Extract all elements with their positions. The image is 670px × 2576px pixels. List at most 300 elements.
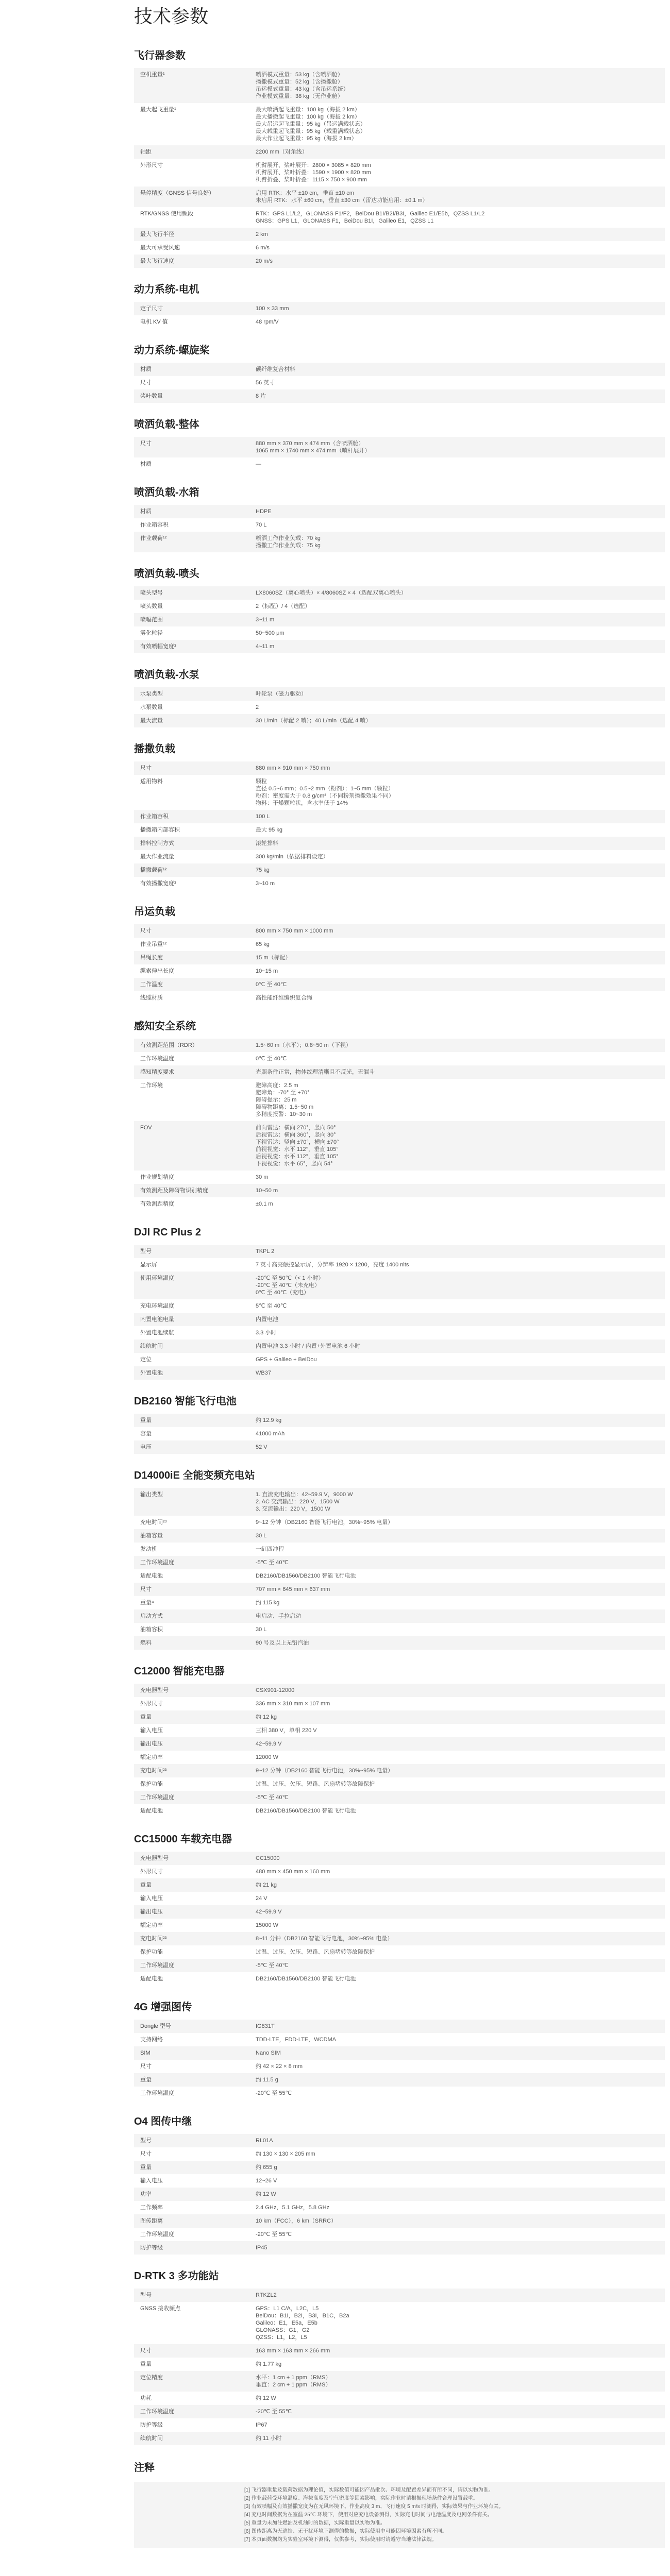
- spec-row: [134, 2174, 665, 2188]
- spec-value: 300 kg/min（依据排料设定）: [256, 854, 329, 860]
- spec-row: [134, 626, 665, 640]
- spec-key: 感知精度要求: [134, 1065, 249, 1079]
- spec-table: [134, 1684, 665, 1818]
- spec-row: [134, 978, 665, 991]
- spec-key: 定位: [140, 1357, 152, 1363]
- spec-row: [134, 938, 665, 951]
- spec-value: 6 m/s: [256, 245, 270, 251]
- spec-row: [134, 457, 665, 471]
- spec-row: [134, 1079, 665, 1121]
- section-title: DJI RC Plus 2: [134, 1227, 202, 1238]
- spec-value: 约 130 × 130 × 205 mm: [256, 2151, 315, 2157]
- spec-key: 作业载荷¹²: [134, 532, 249, 552]
- spec-row: [134, 207, 665, 228]
- spec-value: DB2160/DB1560/DB2100 智能飞行电池: [256, 1808, 356, 1814]
- spec-row: [134, 2302, 665, 2344]
- spec-value: —: [256, 461, 261, 467]
- spec-key: 重量: [134, 1710, 249, 1724]
- spec-key: 续航时间: [134, 1340, 249, 1353]
- spec-table: [134, 1852, 665, 1986]
- spec-value: 3.3 小时: [256, 1330, 277, 1336]
- spec-section: [134, 1468, 665, 1650]
- spec-row: [134, 1959, 665, 1972]
- spec-value: HDPE: [249, 505, 665, 518]
- spec-row: [134, 714, 665, 727]
- spec-row: [134, 1892, 665, 1905]
- page-title: 技术参数: [134, 6, 209, 27]
- spec-row: [134, 1583, 665, 1596]
- spec-row: [134, 2228, 665, 2241]
- spec-value: 70 L: [256, 522, 267, 528]
- spec-key: 工作环境温度: [134, 1791, 249, 1804]
- spec-value: IP45: [249, 2241, 665, 2255]
- section-title: 4G 增强图传: [134, 2002, 192, 2013]
- spec-value: -5℃ 至 40℃: [249, 1791, 665, 1804]
- spec-value: 高性能纤维编织复合绳: [256, 995, 312, 1001]
- spec-value: 内置电池: [249, 1313, 665, 1326]
- spec-value: 5℃ 至 40℃: [256, 1303, 287, 1309]
- spec-value: DB2160/DB1560/DB2100 智能飞行电池: [256, 1976, 356, 1982]
- spec-key: 输出电压: [134, 1905, 249, 1919]
- spec-value: 30 L: [256, 1626, 267, 1633]
- spec-key: 材质: [134, 505, 249, 518]
- spec-row: [134, 302, 665, 315]
- spec-row: [134, 761, 665, 775]
- spec-value: 约 1.77 kg: [256, 2361, 282, 2367]
- spec-key: 功率: [134, 2188, 249, 2201]
- spec-row: [134, 241, 665, 255]
- spec-key: 充电时间²³: [134, 1764, 249, 1777]
- spec-key: 保护功能: [140, 1949, 163, 1955]
- spec-value: 42~59.9 V: [249, 1905, 665, 1919]
- spec-row: [134, 1865, 665, 1878]
- note-item: [7] 本页面数据均为实验室环境下测得，仅供参考，实际使用时请遵守当地法律法规。: [244, 2537, 437, 2543]
- spec-value: 约 12 kg: [249, 1710, 665, 1724]
- spec-key: 输出电压: [134, 1737, 249, 1751]
- section-title: 喷洒负载-整体: [134, 419, 199, 430]
- spec-value: 480 mm × 450 mm × 160 mm: [256, 1869, 330, 1875]
- spec-row: [134, 1945, 665, 1959]
- spec-value: 100 L: [249, 810, 665, 823]
- spec-value: CSX901-12000: [249, 1684, 665, 1697]
- spec-value: 0℃ 至 40℃: [249, 978, 665, 991]
- spec-section: [134, 2114, 665, 2255]
- spec-row: [134, 2188, 665, 2201]
- spec-value: 20 m/s: [249, 255, 665, 268]
- spec-section: [134, 1019, 665, 1211]
- spec-row: [134, 505, 665, 518]
- spec-key: 定位精度: [134, 2371, 249, 2392]
- spec-key: 播撒箱内部容积: [140, 827, 180, 833]
- spec-key: 外形尺寸: [140, 1869, 163, 1875]
- spec-key: 外形尺寸: [140, 162, 163, 168]
- spec-key: 工作环境温度: [134, 1556, 249, 1569]
- note-item: [5] 重量为未加注燃油及机油时的数据，实际重量以实物为准。: [244, 2520, 386, 2526]
- spec-value: 42~59.9 V: [249, 1737, 665, 1751]
- spec-key: 轴距: [134, 145, 249, 159]
- spec-section: [134, 417, 665, 471]
- spec-value: 9~12 分钟（DB2160 智能飞行电池，30%~95% 电量）: [256, 1519, 394, 1526]
- section-title: 动力系统-螺旋桨: [134, 345, 210, 356]
- section-title: O4 图传中继: [134, 2116, 192, 2127]
- spec-row: [134, 1852, 665, 1865]
- spec-value: 4~11 m: [249, 640, 665, 653]
- spec-value: 3~10 m: [256, 880, 275, 887]
- spec-key: 功耗: [140, 2395, 152, 2401]
- spec-value: 碳纤维复合材料: [249, 363, 665, 376]
- spec-key: 图传距离: [134, 2214, 249, 2228]
- spec-value: 880 mm × 910 mm × 750 mm: [249, 761, 665, 775]
- spec-key: 工作环境温度: [140, 2231, 174, 2238]
- spec-key: 外置电池续航: [140, 1330, 174, 1336]
- spec-key: 排料控制方式: [134, 837, 249, 850]
- spec-section: [134, 2269, 665, 2445]
- spec-section: [134, 48, 665, 268]
- spec-row: [134, 1569, 665, 1583]
- spec-row: [134, 228, 665, 241]
- spec-key: 雾化粒径: [140, 630, 163, 636]
- spec-value: 163 mm × 163 mm × 266 mm: [249, 2344, 665, 2358]
- spec-key: 充电器型号: [134, 1684, 249, 1697]
- spec-table: [134, 1414, 665, 1454]
- spec-row: [134, 1710, 665, 1724]
- spec-key: 喷头型号: [134, 586, 249, 600]
- section-title: 感知安全系统: [134, 1021, 196, 1032]
- spec-row: [134, 1751, 665, 1764]
- spec-key: 尺寸: [134, 2344, 249, 2358]
- spec-value: 内置电池 3.3 小时 / 内置+外置电池 6 小时: [249, 1340, 665, 1353]
- spec-value: 机臂展开、桨叶展开：2800 × 3085 × 820 mm 机臂展开、桨叶折叠：1590 × 1900 × 820 mm 机臂折叠、桨叶折叠：1115 × 750 × 900 mm: [256, 162, 371, 183]
- spec-value: DB2160/DB1560/DB2100 智能飞行电池: [256, 1573, 356, 1579]
- spec-row: [134, 1326, 665, 1340]
- spec-row: [134, 1932, 665, 1945]
- notes-list: [244, 2486, 504, 2544]
- spec-key: 油箱容量: [134, 1529, 249, 1543]
- spec-value: 滚轮排料: [249, 837, 665, 850]
- spec-value: 10~15 m: [256, 968, 278, 974]
- spec-row: [134, 613, 665, 626]
- spec-key: 重量: [134, 2073, 249, 2087]
- spec-row: [134, 1764, 665, 1777]
- spec-row: [134, 1488, 665, 1516]
- spec-row: [134, 1737, 665, 1751]
- spec-value: 避障高度：2.5 m 避障角：-70° 至 +70° 障碍提示：25 m 障碍物距离：1.5~50 m 多精度报警：10~30 m: [256, 1082, 314, 1117]
- spec-value: WB37: [249, 1366, 665, 1380]
- spec-row: [134, 437, 665, 457]
- spec-row: [134, 1919, 665, 1932]
- spec-sections: [134, 48, 665, 2445]
- spec-row: [134, 2432, 665, 2445]
- section-title: 播撒负载: [134, 743, 175, 755]
- spec-row: [134, 2161, 665, 2174]
- spec-key: 工作频率: [140, 2205, 163, 2211]
- spec-value: 喷洒模式重量：53 kg（含喷洒舱） 播撒模式重量：52 kg（含播撒舱） 吊运模式重量：43 kg（含吊运系统） 作业模式重量：38 kg（无作业舱）: [249, 68, 665, 103]
- spec-key: 有效测距及障碍物识别精度: [134, 1184, 249, 1197]
- spec-row: [134, 701, 665, 714]
- section-title: D14000iE 全能变频充电站: [134, 1470, 255, 1481]
- spec-table: [134, 363, 665, 403]
- spec-value: 1. 直流充电输出：42~59.9 V，9000 W 2. AC 交流输出：220 V，1500 W 3. 交流输出：220 V，1500 W: [249, 1488, 665, 1516]
- spec-key: 输入电压: [140, 1895, 163, 1902]
- spec-key: 防护等级: [134, 2241, 249, 2255]
- spec-row: [134, 1529, 665, 1543]
- spec-value: 颗粒 直径 0.5~6 mm；0.5~2 mm（粉剂）；1~5 mm（颗粒） 粉剂：密度需大于 0.8 g/cm³（不同粉剂播撒效果不同） 物料：干燥颗粒状，含水率低于 14%: [256, 778, 394, 806]
- spec-key: 有效喷幅宽度³: [134, 640, 249, 653]
- spec-key: SIM: [134, 2046, 249, 2060]
- spec-row: [134, 2060, 665, 2073]
- spec-key: 最大飞行速度: [134, 255, 249, 268]
- spec-row: [134, 586, 665, 600]
- spec-row: [134, 2418, 665, 2432]
- spec-key: 外置电池: [134, 1366, 249, 1380]
- spec-value: 光照条件正常，物体纹理清晰且不反光，无漏斗: [249, 1065, 665, 1079]
- spec-row: [134, 1353, 665, 1366]
- notes-box: [134, 2482, 665, 2548]
- spec-key: 喷头数量: [140, 603, 163, 609]
- spec-row: [134, 1609, 665, 1623]
- spec-key: 充电时间²³: [134, 1932, 249, 1945]
- spec-row: [134, 2020, 665, 2033]
- spec-key: 悬停精度（GNSS 信号良好）: [134, 187, 249, 207]
- spec-key: 喷幅范围: [134, 613, 249, 626]
- spec-row: [134, 1245, 665, 1258]
- spec-value: 90 号及以上无铅汽油: [249, 1636, 665, 1650]
- spec-key: 尺寸: [140, 380, 152, 386]
- spec-value: 约 12.9 kg: [249, 1414, 665, 1427]
- spec-key: 吊绳长度: [134, 951, 249, 964]
- spec-key: 作业箱容积: [140, 522, 169, 528]
- spec-row: [134, 1366, 665, 1380]
- spec-row: [134, 1972, 665, 1986]
- spec-value: 三相 380 V，单相 220 V: [256, 1727, 317, 1734]
- spec-value: -20℃ 至 55℃: [256, 2231, 292, 2238]
- spec-value: 56 英寸: [256, 380, 275, 386]
- section-title: CC15000 车载充电器: [134, 1834, 232, 1845]
- spec-key: 显示屏: [140, 1262, 157, 1268]
- spec-value: 电启动、手拉启动: [249, 1609, 665, 1623]
- spec-value: 50~500 μm: [256, 630, 284, 636]
- spec-value: 7 英寸高亮触控显示屏，分辨率 1920 × 1200，亮度 1400 nits: [256, 1262, 409, 1268]
- spec-key: 启动方式: [134, 1609, 249, 1623]
- spec-value: GPS：L1 C/A，L2C，L5 BeiDou：B1I，B2I，B3I，B1C，B2a Galileo：E1，E5a，E5b GLONASS：G1，G2 QZSS：L1，L2，L5: [256, 2306, 349, 2341]
- spec-value: 前向雷达：横向 270°，竖向 50° 后视雷达：横向 360°，竖向 30° 下视雷达：竖向 ±70°，横向 ±70° 前视视觉：水平 112°，垂直 105° 后视视觉：水平 112°，垂直 105° 下视视觉：水平 65°，竖向 54°: [249, 1121, 665, 1171]
- spec-row: [134, 389, 665, 403]
- spec-value: 约 12 W: [256, 2395, 276, 2401]
- spec-value: 2.4 GHz，5.1 GHz，5.8 GHz: [256, 2205, 330, 2211]
- spec-row: [134, 2371, 665, 2392]
- spec-key: FOV: [134, 1121, 249, 1171]
- section-title: 喷洒负载-水泵: [134, 669, 199, 681]
- spec-value: 52 V: [249, 1440, 665, 1454]
- spec-value: Nano SIM: [249, 2046, 665, 2060]
- spec-value: 启用 RTK：水平 ±10 cm，垂直 ±10 cm 未启用 RTK：水平 ±60 cm，垂直 ±30 cm（雷达功能启用：±0.1 m）: [249, 187, 665, 207]
- spec-key: 最大起飞重量¹: [140, 107, 176, 113]
- spec-key: 最大飞行半径: [134, 228, 249, 241]
- spec-value: 336 mm × 310 mm × 107 mm: [256, 1701, 330, 1707]
- spec-row: [134, 1272, 665, 1299]
- spec-row: [134, 850, 665, 863]
- spec-key: 线缆材质: [140, 995, 163, 1001]
- spec-row: [134, 2241, 665, 2255]
- spec-key: 适配电池: [140, 1808, 163, 1814]
- spec-table: [134, 1488, 665, 1650]
- spec-key: 材质: [134, 363, 249, 376]
- spec-row: [134, 1258, 665, 1272]
- spec-key: 最大作业流量: [140, 854, 174, 860]
- spec-value: 65 kg: [256, 941, 270, 947]
- spec-key: 防护等级: [140, 2422, 163, 2428]
- note-item: [6] 图传距离为无遮挡、无干扰环境下测得的数据，实际使用中可能因环境因素有所不同。: [244, 2529, 447, 2534]
- spec-value: 12~26 V: [256, 2178, 277, 2184]
- spec-value: -5℃ 至 40℃: [249, 1959, 665, 1972]
- spec-row: [134, 532, 665, 552]
- spec-table: [134, 2134, 665, 2255]
- spec-key: 尺寸: [134, 437, 249, 457]
- spec-key: 水泵类型: [134, 687, 249, 701]
- spec-key: 燃料: [134, 1636, 249, 1650]
- spec-row: [134, 2392, 665, 2405]
- spec-key: 工作环境温度: [140, 1056, 174, 1062]
- spec-key: 尺寸: [140, 2063, 152, 2070]
- section-title: 吊运负载: [134, 906, 175, 918]
- notes-spacer: [141, 2486, 244, 2544]
- spec-value: 约 11 小时: [249, 2432, 665, 2445]
- spec-key: 工作环境温度: [140, 2090, 174, 2096]
- spec-value: 10~50 m: [249, 1184, 665, 1197]
- spec-row: [134, 2134, 665, 2147]
- spec-value: RL01A: [249, 2134, 665, 2147]
- spec-key: 材质: [140, 461, 152, 467]
- section-title: 动力系统-电机: [134, 284, 199, 295]
- spec-key: 电机 KV 值: [140, 319, 168, 325]
- spec-key: 尺寸: [140, 2151, 152, 2157]
- note-item: [1] 飞行器重量及载荷数据为理论值，实际数值可能因产品批次、环境及配置差异而有所不同，请以实物为准。: [244, 2487, 494, 2493]
- spec-row: [134, 1184, 665, 1197]
- spec-key: 油箱容积: [140, 1626, 163, 1633]
- spec-value: 过温、过压、欠压、短路、风扇堵转等故障保护: [256, 1781, 375, 1787]
- spec-row: [134, 964, 665, 978]
- spec-value: 最大喷洒起飞重量：100 kg（海拔 2 km） 最大播撒起飞重量：100 kg（海拔 2 km） 最大吊运起飞重量：95 kg（吊运满载状态） 最大载重起飞重量：95 kg（载重满载状态） 最大作业起飞重量：95 kg（海拔 2 km）: [256, 107, 366, 142]
- spec-row: [134, 810, 665, 823]
- spec-row: [134, 1414, 665, 1427]
- spec-key: 定子尺寸: [134, 302, 249, 315]
- spec-section: [134, 1394, 665, 1454]
- spec-key: 重量: [134, 1414, 249, 1427]
- spec-row: [134, 363, 665, 376]
- spec-table: [134, 586, 665, 653]
- spec-value: 水平：1 cm + 1 ppm（RMS） 垂直：2 cm + 1 ppm（RMS）: [249, 2371, 665, 2392]
- spec-row: [134, 1556, 665, 1569]
- spec-key: 桨叶数量: [134, 389, 249, 403]
- spec-table: [134, 2289, 665, 2445]
- spec-key: 最大流量: [134, 714, 249, 727]
- spec-value: 约 115 kg: [256, 1600, 280, 1606]
- spec-key: 作业吊重¹²: [140, 941, 167, 947]
- spec-section: [134, 343, 665, 403]
- spec-section: [134, 282, 665, 329]
- spec-key: GNSS 接收频点: [140, 2306, 181, 2312]
- spec-row: [134, 1427, 665, 1440]
- spec-row: [134, 1623, 665, 1636]
- spec-row: [134, 518, 665, 532]
- spec-key: 额定功率: [140, 1922, 163, 1928]
- spec-row: [134, 1543, 665, 1556]
- spec-key: 作业箱容积: [134, 810, 249, 823]
- spec-row: [134, 837, 665, 850]
- spec-key: 重量⁴: [140, 1600, 154, 1606]
- spec-key: 充电时间²³: [140, 1519, 167, 1526]
- spec-section: [134, 1225, 665, 1380]
- spec-key: 内置电池电量: [134, 1313, 249, 1326]
- section-title: C12000 智能充电器: [134, 1666, 225, 1677]
- spec-row: [134, 640, 665, 653]
- spec-row: [134, 1684, 665, 1697]
- spec-row: [134, 2033, 665, 2046]
- spec-row: [134, 1299, 665, 1313]
- spec-value: 过温、过压、欠压、短路、风扇堵转等故障保护: [256, 1949, 375, 1955]
- spec-row: [134, 187, 665, 207]
- spec-row: [134, 1197, 665, 1211]
- spec-key: 外形尺寸: [140, 1701, 163, 1707]
- spec-value: 约 21 kg: [249, 1878, 665, 1892]
- spec-value: 9~12 分钟（DB2160 智能飞行电池，30%~95% 电量）: [249, 1764, 665, 1777]
- spec-row: [134, 1440, 665, 1454]
- spec-row: [134, 2405, 665, 2418]
- spec-row: [134, 1171, 665, 1184]
- section-title: 喷洒负载-喷头: [134, 568, 199, 580]
- spec-key: 作业规划精度: [140, 1174, 174, 1180]
- spec-key: 有效播撒宽度³: [140, 880, 176, 887]
- spec-value: 2（标配）/ 4（选配）: [256, 603, 311, 609]
- spec-value: 约 655 g: [249, 2161, 665, 2174]
- spec-row: [134, 991, 665, 1005]
- spec-key: 使用环境温度: [134, 1272, 249, 1299]
- spec-row: [134, 924, 665, 938]
- spec-value: 75 kg: [249, 863, 665, 877]
- spec-key: 空机重量¹: [134, 68, 249, 103]
- spec-row: [134, 145, 665, 159]
- spec-key: 工作环境温度: [134, 2405, 249, 2418]
- spec-value: 880 mm × 370 mm × 474 mm（含喷洒舱） 1065 mm × 1740 mm × 474 mm（喷杆展开）: [249, 437, 665, 457]
- spec-row: [134, 376, 665, 389]
- spec-row: [134, 1313, 665, 1326]
- spec-key: 适配电池: [140, 1573, 163, 1579]
- spec-key: 适配电池: [140, 1976, 163, 1982]
- notes-section: [134, 2461, 665, 2548]
- spec-value: 2200 mm（对角线）: [249, 145, 665, 159]
- spec-value: 41000 mAh: [256, 1431, 285, 1437]
- spec-value: GPS + Galileo + BeiDou: [256, 1357, 317, 1363]
- spec-row: [134, 103, 665, 145]
- spec-key: 输出类型: [134, 1488, 249, 1516]
- spec-key: 型号: [134, 2289, 249, 2302]
- spec-value: 15000 W: [256, 1922, 279, 1928]
- spec-value: ±0.1 m: [256, 1201, 273, 1207]
- spec-section: [134, 485, 665, 552]
- spec-row: [134, 1065, 665, 1079]
- spec-section: [134, 1832, 665, 1986]
- spec-key: 缆索伸出长度: [140, 968, 174, 974]
- spec-row: [134, 68, 665, 103]
- spec-row: [134, 1121, 665, 1171]
- spec-row: [134, 1596, 665, 1609]
- note-item: [3] 有效喷幅及有效播撒宽度为在无风环境下、作业高度 3 m、飞行速度 5 m/s 时测得，实际效果与作业环境有关。: [244, 2504, 504, 2510]
- spec-value: TDD-LTE，FDD-LTE，WCDMA: [256, 2037, 337, 2043]
- spec-value: RTKZL2: [249, 2289, 665, 2302]
- spec-row: [134, 600, 665, 613]
- spec-value: 10 km（FCC），6 km（SRRC）: [249, 2214, 665, 2228]
- spec-key: 最大可承受风速: [140, 245, 180, 251]
